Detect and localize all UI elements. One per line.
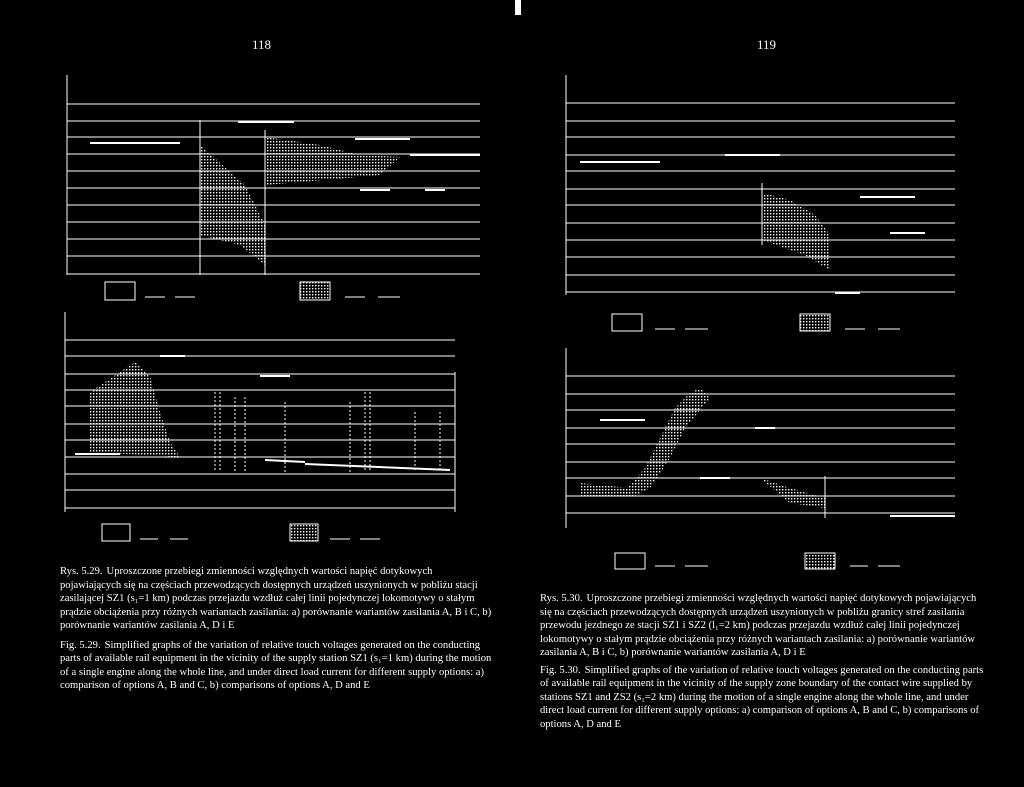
caption-5-29-pl-text: Uproszczone przebiegi zmienności względnych wartości napięć dotykowych pojawiających się na częściach przewodzących dostępnych urządzeń uszynionych w pobliżu stacji zasilającej SZ1 (s₁=1 km) podczas przejazdu wzdłuż całej linii pojedynczej lokomotywy o stałym prądzie obciążenia przy różnych wariantach zasilania: a) porównanie wariantów zasilania A, B i C, b) porównanie wariantów zasilania A, D i E [60,566,492,631]
caption-5-30-pl-label: Rys. 5.30. [540,593,583,604]
caption-5-30-en-text: Simplified graphs of the variation of relative touch voltages generated on the conducting parts of available rail equipment in the vicinity of the supply zone boundary of the contact wire supplied by stations SZ1 and ZS2 (s₁=2 km) during the motion of a single engine along the whole line, and under direct load current for different supply options: a) comparison of options A, B and C, b) comparisons of options A, D and E [540,664,984,730]
book-spine [515,0,521,15]
figure-5-29b [60,312,490,548]
figure-5-30a [560,75,980,337]
caption-5-30-en-label: Fig. 5.30. [540,664,581,676]
figure-5-30b [560,348,980,570]
caption-5-29-en [60,639,492,693]
figure-5-29a [60,75,490,307]
page-number-left: 118 [252,37,272,52]
caption-5-29 [60,565,492,693]
caption-5-30-pl [540,592,987,660]
caption-5-30 [540,592,987,731]
page-number-right: 119 [757,37,777,52]
caption-5-30-pl-text: Uproszczone przebiegi zmienności względnych wartości napięć dotykowych pojawiających się na częściach przewodzących dostępnych urządzeń uszynionych w pobliżu granicy stref zasilania przewodu jezdnego ze stacji SZ1 i SZ2 (l₁=2 km) podczas przejazdu wzdłuż całej linii pojedynczej lokomotywy o stałym prądzie obciążenia przy różnych wariantach zasilania: a) porównanie wariantów zasilania A, B i C, b) porównanie wariantów zasilania A, D i E [540,593,977,658]
caption-5-29-pl-label: Rys. 5.29. [60,566,103,577]
caption-5-29-en-label: Fig. 5.29. [60,639,101,651]
caption-5-29-en-text: Simplified graphs of the variation of relative touch voltages generated on the conducting parts of available rail equipment in the vicinity of the supply station SZ1 (s₁=1 km) during the motion of a single engine along the whole line, and under direct load current for different supply options: a) comparison of options A, B and C, b) comparisons of options A, D and E [60,639,492,691]
caption-5-29-pl [60,565,492,633]
caption-5-30-en [540,664,987,732]
